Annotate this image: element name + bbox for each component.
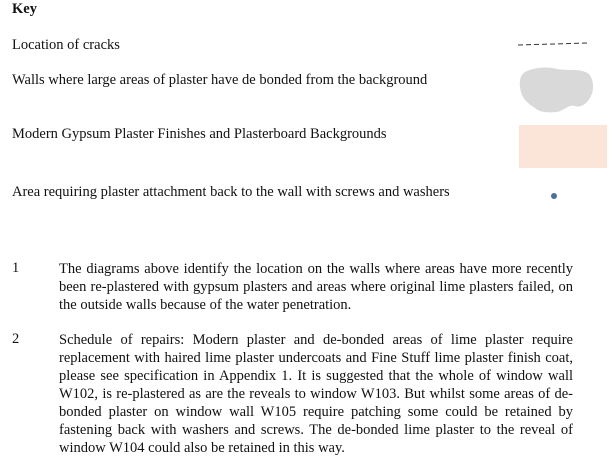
note-number-2: 2: [12, 331, 20, 347]
dashed-line-icon: [516, 38, 592, 50]
blue-dot-icon: [551, 193, 557, 199]
pink-rectangle-icon: [519, 125, 607, 168]
legend-label-debonded: Walls where large areas of plaster have de bonded from the background: [12, 72, 428, 88]
legend-label-cracks: Location of cracks: [12, 37, 120, 53]
grey-blob-icon: [517, 66, 595, 114]
legend-label-gypsum: Modern Gypsum Plaster Finishes and Plasterboard Backgrounds: [12, 126, 387, 142]
note-text-1: The diagrams above identify the location on the walls where areas have more recently been re-plastered with gypsum plasters and areas where original lime plasters failed, on the outside walls because of the water penetration.: [59, 261, 573, 313]
note-number-1: 1: [12, 260, 20, 276]
note-text-2: Schedule of repairs: Modern plaster and de-bonded areas of lime plaster require replacement with haired lime plaster undercoats and Fine Stuff lime plaster finish coat, please see specification in Appendix 1. It is suggested that the whole of window wall W102, is re-plastered as are the reveals to window W103. But whilst some areas of de-bonded plaster on window wall W105 require patching some could be retained by fastening back with washers and screws. The de-bonded lime plaster to the reveal of window W104 could also be retained in this way.: [59, 332, 573, 456]
legend-label-screws: Area requiring plaster attachment back to the wall with screws and washers: [12, 184, 450, 200]
key-heading: Key: [12, 1, 37, 17]
